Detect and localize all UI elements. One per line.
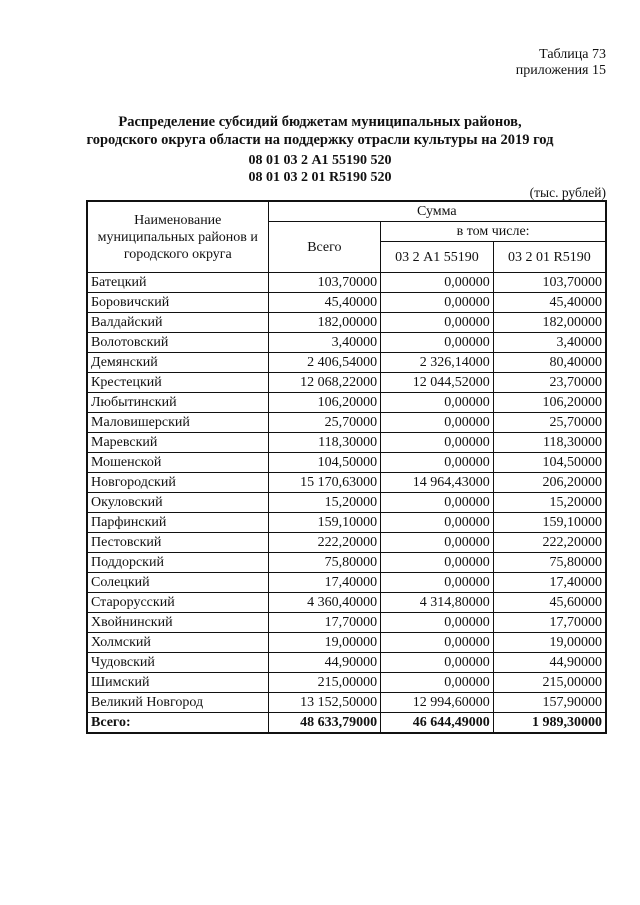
r5190-cell: 3,40000	[493, 333, 606, 353]
district-name-cell: Новгородский	[87, 473, 268, 493]
district-name-cell: Крестецкий	[87, 373, 268, 393]
a1-cell: 0,00000	[381, 273, 494, 293]
unit-label: (тыс. рублей)	[529, 185, 606, 200]
table-row	[87, 393, 606, 413]
r5190-cell: 222,20000	[493, 533, 606, 553]
table-row	[87, 473, 606, 493]
a1-cell: 0,00000	[381, 293, 494, 313]
r5190-cell: 106,20000	[493, 393, 606, 413]
district-name-cell: Любытинский	[87, 393, 268, 413]
r5190-cell: 15,20000	[493, 493, 606, 513]
r5190-cell: 17,70000	[493, 613, 606, 633]
table-reference	[516, 47, 606, 79]
table-row	[87, 653, 606, 673]
table-row	[87, 333, 606, 353]
a1-cell: 0,00000	[381, 453, 494, 473]
total-cell: 48 633,79000	[268, 713, 381, 734]
total-cell: 12 068,22000	[268, 373, 381, 393]
district-name-cell: Шимский	[87, 673, 268, 693]
table-row	[87, 573, 606, 593]
district-name-cell: Маловишерский	[87, 413, 268, 433]
title-line-1: Распределение субсидий бюджетам муниципальных районов,	[118, 114, 522, 130]
a1-cell: 0,00000	[381, 433, 494, 453]
total-cell: 118,30000	[268, 433, 381, 453]
a1-cell: 0,00000	[381, 533, 494, 553]
a1-cell: 0,00000	[381, 633, 494, 653]
total-cell: 44,90000	[268, 653, 381, 673]
table-row	[87, 613, 606, 633]
r5190-cell: 1 989,30000	[493, 713, 606, 734]
a1-cell: 0,00000	[381, 513, 494, 533]
district-name-cell: Хвойнинский	[87, 613, 268, 633]
total-cell: 104,50000	[268, 453, 381, 473]
district-name-cell: Валдайский	[87, 313, 268, 333]
r5190-cell: 206,20000	[493, 473, 606, 493]
r5190-cell: 80,40000	[493, 353, 606, 373]
total-cell: 17,40000	[268, 573, 381, 593]
r5190-cell: 157,90000	[493, 693, 606, 713]
r5190-cell: 17,40000	[493, 573, 606, 593]
appendix-number: приложения 15	[515, 63, 606, 78]
table-row	[87, 553, 606, 573]
r5190-cell: 182,00000	[493, 313, 606, 333]
r5190-cell: 45,40000	[493, 293, 606, 313]
total-cell: 222,20000	[268, 533, 381, 553]
a1-cell: 0,00000	[381, 613, 494, 633]
district-name-cell: Всего:	[87, 713, 268, 734]
r5190-cell: 103,70000	[493, 273, 606, 293]
total-row	[87, 713, 606, 734]
district-name-cell: Волотовский	[87, 333, 268, 353]
district-name-cell: Парфинский	[87, 513, 268, 533]
total-cell: 3,40000	[268, 333, 381, 353]
total-cell: 15 170,63000	[268, 473, 381, 493]
a1-cell: 46 644,49000	[381, 713, 494, 734]
total-cell: 17,70000	[268, 613, 381, 633]
r5190-cell: 25,70000	[493, 413, 606, 433]
a1-cell: 0,00000	[381, 413, 494, 433]
total-cell: 215,00000	[268, 673, 381, 693]
r5190-cell: 19,00000	[493, 633, 606, 653]
a1-cell: 0,00000	[381, 493, 494, 513]
table-row	[87, 413, 606, 433]
table-row	[87, 293, 606, 313]
r5190-cell: 215,00000	[493, 673, 606, 693]
total-cell: 106,20000	[268, 393, 381, 413]
total-cell: 15,20000	[268, 493, 381, 513]
subsidy-table	[86, 200, 607, 734]
a1-cell: 0,00000	[381, 393, 494, 413]
total-cell: 25,70000	[268, 413, 381, 433]
a1-cell: 4 314,80000	[381, 593, 494, 613]
a1-cell: 0,00000	[381, 333, 494, 353]
r5190-cell: 159,10000	[493, 513, 606, 533]
total-cell: 19,00000	[268, 633, 381, 653]
header-r5190: 03 2 01 R5190	[493, 242, 606, 273]
district-name-cell: Батецкий	[87, 273, 268, 293]
table-row	[87, 353, 606, 373]
total-cell: 75,80000	[268, 553, 381, 573]
table-row	[87, 693, 606, 713]
r5190-cell: 23,70000	[493, 373, 606, 393]
budget-code-2: 08 01 03 2 01 R5190 520	[248, 170, 392, 185]
table-row	[87, 673, 606, 693]
district-name-cell: Маревский	[87, 433, 268, 453]
budget-code-1: 08 01 03 2 А1 55190 520	[248, 153, 392, 168]
district-name-cell: Боровичский	[87, 293, 268, 313]
table-row	[87, 533, 606, 553]
district-name-cell: Демянский	[87, 353, 268, 373]
r5190-cell: 118,30000	[493, 433, 606, 453]
a1-cell: 0,00000	[381, 553, 494, 573]
budget-codes	[0, 152, 640, 186]
r5190-cell: 45,60000	[493, 593, 606, 613]
a1-cell: 0,00000	[381, 313, 494, 333]
a1-cell: 2 326,14000	[381, 353, 494, 373]
district-name-cell: Окуловский	[87, 493, 268, 513]
total-cell: 159,10000	[268, 513, 381, 533]
header-a1: 03 2 А1 55190	[381, 242, 494, 273]
district-name-cell: Поддорский	[87, 553, 268, 573]
header-name: Наименование муниципальных районов и городского округа	[87, 201, 268, 273]
a1-cell: 0,00000	[381, 673, 494, 693]
table-row	[87, 513, 606, 533]
table-row	[87, 273, 606, 293]
r5190-cell: 104,50000	[493, 453, 606, 473]
table-row	[87, 313, 606, 333]
document-title	[0, 113, 640, 149]
district-name-cell: Солецкий	[87, 573, 268, 593]
a1-cell: 0,00000	[381, 573, 494, 593]
table-row	[87, 493, 606, 513]
total-cell: 2 406,54000	[268, 353, 381, 373]
title-line-2: городского округа области на поддержку отрасли культуры на 2019 год	[86, 132, 554, 148]
a1-cell: 14 964,43000	[381, 473, 494, 493]
table-number: Таблица 73	[539, 47, 606, 62]
district-name-cell: Холмский	[87, 633, 268, 653]
header-sum: Сумма	[268, 201, 606, 222]
district-name-cell: Пестовский	[87, 533, 268, 553]
table-row	[87, 373, 606, 393]
total-cell: 182,00000	[268, 313, 381, 333]
header-including: в том числе:	[381, 222, 606, 242]
table-row	[87, 453, 606, 473]
r5190-cell: 75,80000	[493, 553, 606, 573]
a1-cell: 0,00000	[381, 653, 494, 673]
a1-cell: 12 044,52000	[381, 373, 494, 393]
district-name-cell: Чудовский	[87, 653, 268, 673]
table-row	[87, 433, 606, 453]
header-total: Всего	[268, 222, 381, 273]
total-cell: 45,40000	[268, 293, 381, 313]
a1-cell: 12 994,60000	[381, 693, 494, 713]
total-cell: 13 152,50000	[268, 693, 381, 713]
table-row	[87, 633, 606, 653]
total-cell: 4 360,40000	[268, 593, 381, 613]
district-name-cell: Великий Новгород	[87, 693, 268, 713]
total-cell: 103,70000	[268, 273, 381, 293]
district-name-cell: Мошенской	[87, 453, 268, 473]
table-row	[87, 593, 606, 613]
r5190-cell: 44,90000	[493, 653, 606, 673]
district-name-cell: Старорусский	[87, 593, 268, 613]
